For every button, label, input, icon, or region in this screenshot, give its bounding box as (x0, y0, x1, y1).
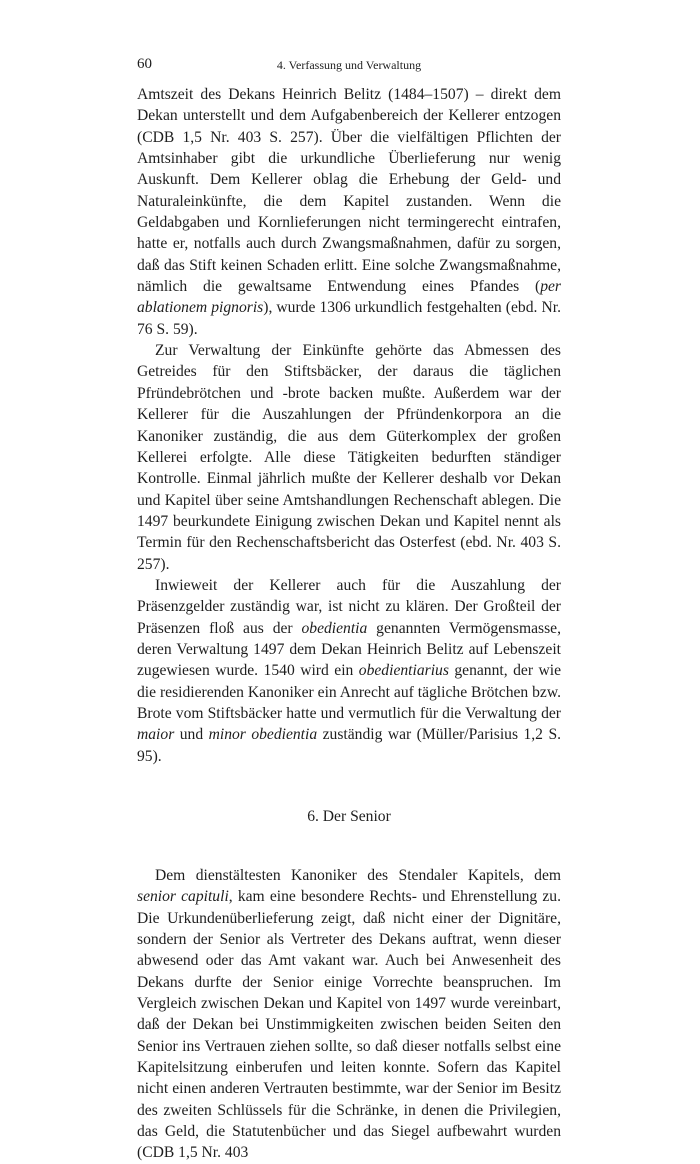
section-heading: 6. Der Senior (307, 808, 391, 825)
text-run: ), wurde 1306 urkundlich festgehalten (ebd. Nr. 76 S. 59). (137, 299, 561, 338)
text-run: genannt, der wie die residierenden Kanoniker ein Anrecht auf tägliche Brötchen bzw. Brote vom Stiftsbäcker hatte und vermutlich für die Verwaltung der (137, 662, 561, 722)
text-run: Amtszeit des Dekans Heinrich Belitz (1484–1507) – direkt dem Dekan unterstellt und dem Aufgabenbereich der Kellerer entzogen (CDB 1,5 Nr. 403 S. 257). Über die vielfältigen Pflichten der Amtsinhaber gibt die urkundliche Überlieferung nur wenig Auskunft. Dem Kellerer oblag die Erhebung der Geld- und Naturaleinkünfte, die dem Kapitel zustanden. Wenn die Geldabgaben und Kornlieferungen nicht termingerecht eintrafen, hatte er, notfalls auch durch Zwangsmaßnahmen, dafür zu sorgen, daß das Stift keinen Schaden erlitt. Eine solche Zwangsmaßnahme, nämlich die gewaltsame Entwendung eines Pfandes ( (137, 86, 561, 296)
page-header (137, 56, 561, 78)
text-run: Inwieweit der Kellerer auch für die Auszahlung der Präsenzgelder zuständig war, ist nicht zu klären. Der Großteil der Präsenzen floß aus der (137, 576, 561, 637)
text-run: genannten Vermögensmasse, deren Verwaltung 1497 dem Dekan Heinrich Belitz auf Lebenszeit zugewiesen wurde. 1540 wird ein (137, 619, 561, 680)
text-run: Zur Verwaltung der Einkünfte gehörte das Abmessen des Getreides für den Stiftsbäcker, der daraus die täglichen Pfründebrötchen und -brote backen mußte. Außerdem war der Kellerer für die Auszahlungen der Pfründenkorpora an die Kanoniker zuständig, die aus dem Güterkomplex der großen Kellerei erfolgte. Alle diese Tätigkeiten bedurften ständiger Kontrolle. Einmal jährlich mußte der Kellerer deshalb vor Dekan und Kapitel über seine Amtshandlungen Rechenschaft ablegen. Die 1497 beurkundete Einigung zwischen Dekan und Kapitel nennt als Termin für den Rechenschaftsbericht das Osterfest (ebd. Nr. 403 S. 257). (137, 342, 561, 573)
text-run: Dem dienstältesten Kanoniker des Stendaler Kapitels, dem (155, 867, 561, 884)
body-text (137, 84, 561, 1164)
text-run: , kam eine besondere Rechts- und Ehrenstellung zu. Die Urkundenüberlieferung zeigt, daß nicht einer der Dignitäre, sondern der Senior als Vertreter des Dekans auftrat, wenn dieser abwesend oder das Amt vakant war. Auch bei Anwesenheit des Dekans durfte der Senior einige Vorrechte beanspruchen. Im Vergleich zwischen Dekan und Kapitel von 1497 wurde vereinbart, daß der Dekan bei Unstimmigkeiten zwischen beiden Seiten den Senior ins Vertrauen ziehen sollte, so daß dieser notfalls selbst eine Kapitelsitzung einberufen und leiten konnte. Sofern das Kapitel nicht einen anderen Vertrauten bestimmte, war der Senior im Besitz des zweiten Schlüssels für die Schränke, in denen die Privilegien, das Geld, die Statutenbücher und das Siegel aufbewahrt wurden (CDB 1,5 Nr. 403 (137, 888, 561, 1162)
italic-term: senior capituli (137, 888, 229, 906)
paragraph (137, 865, 561, 1164)
paragraph (137, 575, 561, 767)
running-head: 4. Verfassung und Verwaltung (276, 58, 422, 72)
italic-term: obedientia (301, 619, 368, 637)
text-run: und (174, 726, 209, 744)
page-number: 60 (137, 56, 152, 72)
paragraphs-top (137, 84, 561, 767)
text-run: zuständig war (Müller/Parisius 1,2 S. 95). (137, 726, 562, 765)
book-page (137, 56, 561, 1164)
paragraph (137, 340, 561, 575)
italic-term: per ablationem pignoris (137, 278, 561, 317)
paragraph (137, 84, 561, 340)
italic-term: minor obedientia (208, 726, 318, 744)
italic-term: maior (137, 726, 175, 744)
paragraphs-bottom (137, 865, 561, 1164)
italic-term: obedientiarius (358, 662, 449, 680)
